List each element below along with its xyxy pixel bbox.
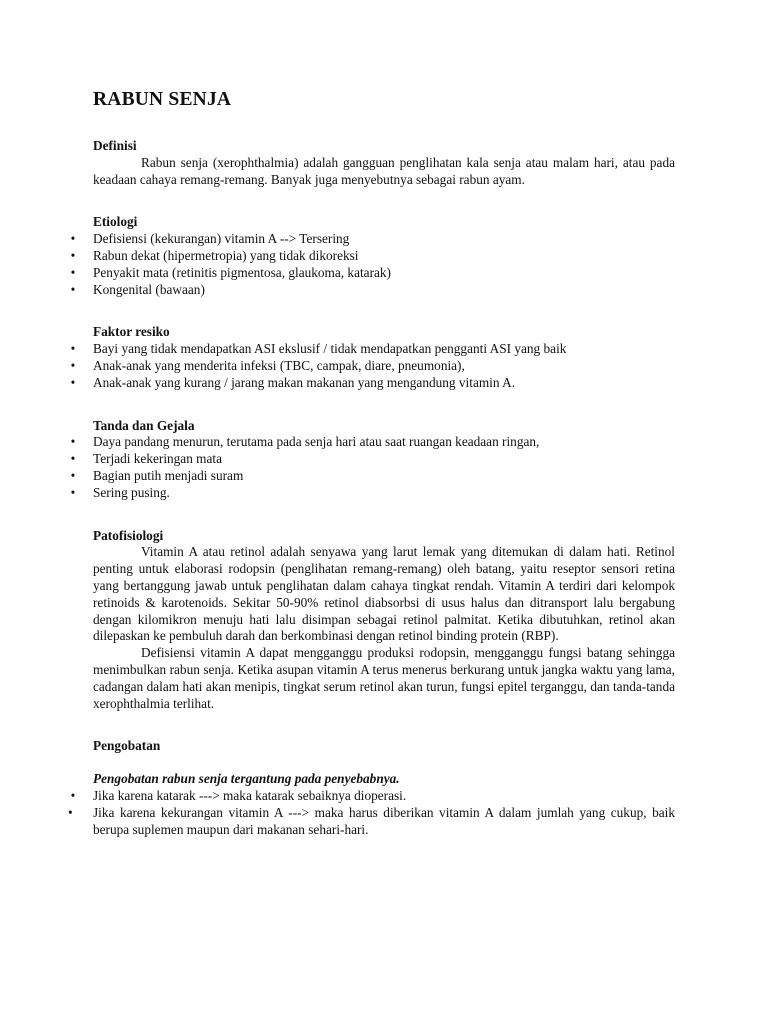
- bullet-icon: •: [70, 341, 76, 357]
- section-pengobatan: [68, 738, 675, 838]
- section-heading-etiologi: Etiologi: [93, 214, 138, 230]
- bullet-icon: •: [70, 247, 76, 263]
- definisi-paragraph: Rabun senja (xerophthalmia) adalah gangguan penglihatan kala senja atau malam hari, atau pada keadaan cahaya remang-remang. Banyak juga menyebutnya sebagai rabun ayam.: [93, 154, 675, 187]
- section-heading-patofisiologi: Patofisiologi: [93, 527, 164, 543]
- bullet-icon: •: [70, 374, 76, 390]
- etiologi-list: [70, 231, 675, 298]
- bullet-icon: •: [70, 357, 76, 373]
- document-title: RABUN SENJA: [93, 89, 232, 110]
- list-item-text: Bagian putih menjadi suram: [93, 467, 244, 483]
- bullet-icon: •: [70, 451, 76, 467]
- list-item-text: Penyakit mata (retinitis pigmentosa, glaukoma, katarak): [93, 264, 391, 280]
- list-item: [68, 804, 675, 839]
- list-item: [70, 247, 675, 265]
- bullet-icon: •: [70, 281, 76, 297]
- bullet-icon: •: [70, 484, 76, 500]
- spacer: [93, 755, 675, 771]
- list-item: [70, 357, 675, 375]
- list-item-text: Anak-anak yang menderita infeksi (TBC, campak, diare, pneumonia),: [93, 357, 465, 373]
- list-item-text: Defisiensi (kekurangan) vitamin A --> Tersering: [93, 231, 350, 247]
- pengobatan-list: [68, 787, 675, 838]
- list-item-text: Bayi yang tidak mendapatkan ASI ekslusif / tidak mendapatkan pengganti ASI yang baik: [93, 341, 567, 357]
- list-item-text: Jika karena kekurangan vitamin A ---> maka harus diberikan vitamin A dalam jumlah yang cukup, baik berupa suplemen maupun dari makanan sehari-hari.: [93, 804, 675, 837]
- section-definisi: [93, 138, 675, 188]
- tanda-gejala-list: [70, 434, 675, 501]
- list-item-text: Terjadi kekeringan mata: [93, 451, 223, 467]
- bullet-icon: •: [70, 787, 76, 803]
- list-item-text: Jika karena katarak ---> maka katarak sebaiknya dioperasi.: [93, 787, 407, 803]
- list-item-text: Rabun dekat (hipermetropia) yang tidak dikoreksi: [93, 247, 359, 263]
- list-item-text: Daya pandang menurun, terutama pada senja hari atau saat ruangan keadaan ringan,: [93, 434, 540, 450]
- section-faktor-resiko: [70, 324, 675, 391]
- bullet-icon: •: [70, 264, 76, 280]
- list-item-text: Kongenital (bawaan): [93, 281, 205, 297]
- document-page: [68, 88, 675, 864]
- patofisiologi-paragraph-1: Vitamin A atau retinol adalah senyawa yang larut lemak yang ditemukan di dalam hati. Retinol penting untuk elaborasi rodopsin (penglihatan remang-remang) oleh batang, yaitu reseptor sensori retina yang bertanggung jawab untuk penglihatan dalam cahaya tingkat rendah. Vitamin A terdiri dari kelompok retinoids & karotenoids. Sekitar 50-90% retinol diabsorbsi di usus halus dan ditransport lalu bergabung dengan kilomikron menuju hati lalu disimpan sebagai retinol palmitat. Ketika dibutuhkan, retinol akan dilepaskan ke pembuluh darah dan berkombinasi dengan retinol binding protein (RBP).: [93, 544, 675, 644]
- bullet-icon: •: [70, 467, 76, 483]
- section-patofisiologi: [93, 528, 675, 713]
- list-item-text: Sering pusing.: [93, 484, 170, 500]
- list-item: [70, 264, 675, 282]
- section-heading-faktor-resiko: Faktor resiko: [93, 324, 170, 340]
- bullet-icon: •: [68, 804, 73, 820]
- list-item: [70, 231, 675, 248]
- list-item-text: Anak-anak yang kurang / jarang makan makanan yang mengandung vitamin A.: [93, 374, 516, 390]
- faktor-resiko-list: [70, 341, 675, 391]
- list-item: [70, 341, 675, 358]
- section-etiologi: [70, 214, 675, 298]
- section-heading-pengobatan: Pengobatan: [93, 738, 161, 754]
- patofisiologi-paragraph-2: Defisiensi vitamin A dapat mengganggu produksi rodopsin, mengganggu fungsi batang sehingga menimbulkan rabun senja. Ketika asupan vitamin A terus menerus berkurang untuk jangka waktu yang lama, cadangan dalam hati akan menipis, tingkat serum retinol akan turun, fungsi epitel terganggu, dan tanda-tanda xerophthalmia terlihat.: [93, 645, 675, 711]
- list-item: [70, 281, 675, 299]
- section-heading-definisi: Definisi: [93, 138, 137, 153]
- list-item: [70, 374, 675, 392]
- list-item: [70, 484, 675, 502]
- list-item: [70, 451, 675, 468]
- bullet-icon: •: [70, 231, 76, 247]
- list-item: [70, 787, 675, 805]
- bullet-icon: •: [70, 434, 76, 450]
- section-heading-tanda-gejala: Tanda dan Gejala: [93, 417, 195, 433]
- pengobatan-subheading: Pengobatan rabun senja tergantung pada penyebabnya.: [93, 771, 400, 787]
- section-tanda-gejala: [70, 417, 675, 502]
- list-item: [70, 467, 675, 485]
- list-item: [70, 434, 675, 451]
